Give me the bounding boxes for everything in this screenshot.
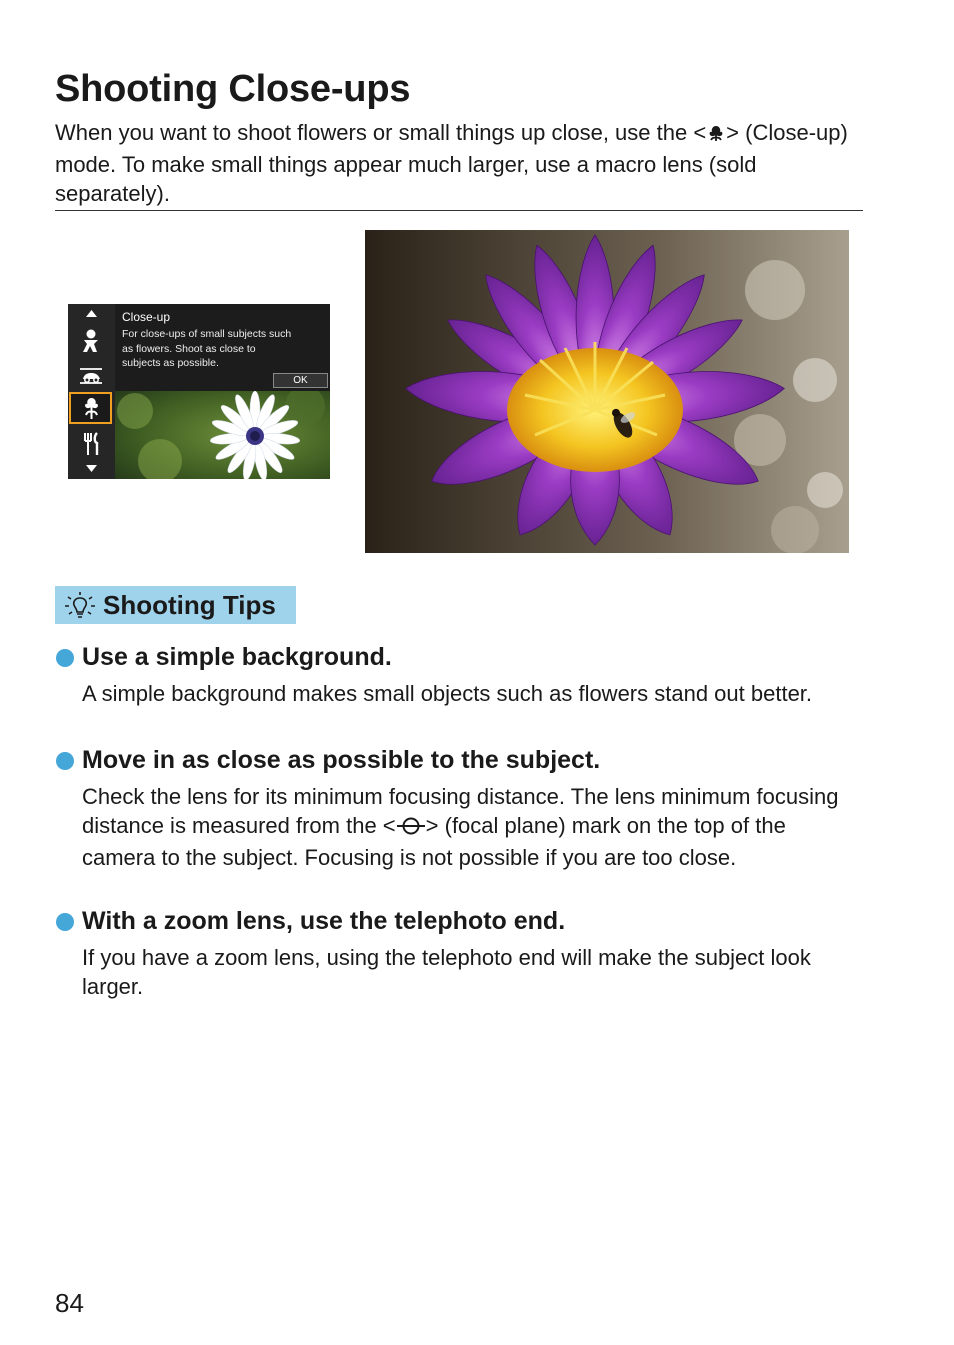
panning-mode-icon [68,361,115,391]
shooting-tips-label: Shooting Tips [103,590,276,620]
intro-text-end: > (Close-up) mode. To make small things appear much larger, use a macro lens (sold separately). [55,120,848,206]
focal-plane-icon [396,814,426,843]
page-title: Shooting Close-ups [55,68,411,110]
daisy-sample-photo [115,391,330,479]
kids-mode-icon [68,326,115,356]
lightbulb-icon [63,590,97,625]
water-lily-photo [365,230,849,553]
arrow-down-icon [68,462,115,479]
ok-button[interactable]: OK [273,373,328,388]
intro-paragraph [55,118,855,208]
mode-title: Close-up [122,310,171,324]
tip-body: If you have a zoom lens, using the telephoto end will make the subject look larger. [82,945,811,999]
tip-body: A simple background makes small objects such as flowers stand out better. [82,681,813,706]
tip-title: Use a simple background. [82,643,392,671]
food-mode-icon [68,429,115,459]
tip-title: Move in as close as possible to the subject. [82,746,601,774]
close-up-icon [706,121,726,150]
mode-description: For close-ups of small subjects such as flowers. Shoot as close to subjects as possible. [122,328,292,369]
tip-title: With a zoom lens, use the telephoto end. [82,907,566,935]
bullet-icon [56,752,74,770]
tip-body-text-start: Check the lens for its minimum focusing distance. The lens minimum focusing distance is measured from the < [82,784,839,838]
intro-text-start: When you want to shoot flowers or small things up close, use the < [55,120,707,145]
bullet-icon [56,913,74,931]
title-divider [55,210,863,211]
camera-mode-screen [68,304,330,479]
tip-body [82,782,852,872]
shooting-tips-header [55,586,296,624]
tip-body-text-end: > (focal plane) mark on the top of the camera to the subject. Focusing is not possible if you are too close. [82,813,786,870]
page-number: 84 [55,1288,84,1318]
mode-icon-column [68,304,115,479]
bullet-icon [56,649,74,667]
close-up-icon [68,394,115,424]
